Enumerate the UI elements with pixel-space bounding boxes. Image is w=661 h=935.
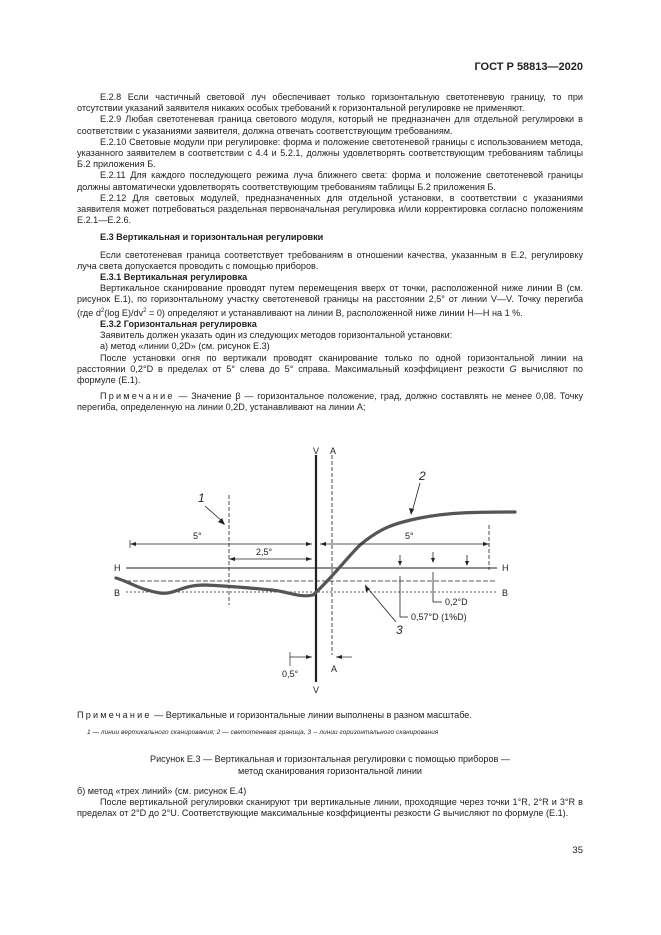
figure-e3-diagram — [0, 440, 661, 705]
label-mid-25: 2,5° — [256, 547, 273, 557]
figure-caption: Рисунок E.3 — Вертикальная и горизонтальная регулировки с помощью приборов — метод сканирования горизонтальной линии — [150, 754, 510, 776]
label-h-left: H — [114, 563, 121, 573]
label-h-right: H — [502, 563, 509, 573]
page-number: 35 — [572, 845, 583, 856]
paragraph-e-2-12: E.2.12 Для световых модулей, предназначенных для отдельной установки, в соответствии с указаниями заявителя может потребоваться раздельная первоначальная регулировка и/или корректировка согласно положениям E.2.1—E.2.6. — [77, 192, 583, 226]
method-b-title: б) метод «трех линий» (см. рисунок E.4) — [77, 786, 247, 796]
subsection-e3-1-text: Вертикальное сканирование проводят путем перемещения вверх от точки, расположенной ниже линии B (см. рисунок E.1), по горизонтальному участку светотеневой границы на расстоянии 2,5° от линии V—V. Точку перегиба (где $d^2(\log$ $E)/dv^2 = 0$) определяют и устанавливают на линии B, расположенной ниже линии H—H на 1 %. — [77, 283, 583, 318]
paragraph-e-2-11: E.2.11 Для каждого последующего режима луча ближнего света: форма и положение светотеневой границы должны автоматически удовлетворять соответствующим требованиям таблицы Б.2 приложения Б. — [77, 170, 583, 192]
label-0-57d: 0,57°D (1%D) — [411, 612, 467, 622]
paragraph-e-2-10: E.2.10 Световые модули при регулировке: форма и положение светотеневой границы с использованием метода, указанного заявителем в соответствии с 4.4 и 5.2.1, должны удовлетворять соответствующим требованиям таблицы Б.2 приложения Б. — [77, 136, 583, 170]
label-bottom-05: 0,5° — [282, 669, 299, 679]
label-num-3: 3 — [396, 623, 403, 637]
subsection-e3-2-text: Заявитель должен указать один из следующих методов горизонтальной установки: — [100, 330, 453, 341]
label-a-top: A — [330, 446, 337, 456]
label-2-leader — [412, 483, 420, 512]
label-1-leader — [205, 506, 223, 522]
label-3-leader — [365, 585, 396, 622]
label-num-1: 1 — [198, 491, 205, 505]
note-1: Примечание — Значение β — горизонтальное положение, град, должно составлять не менее 0,08. Точку перегиба, определенную на линии 0,2D, устанавливают на линии A; — [77, 391, 583, 413]
paragraph-e-2-9: E.2.9 Любая светотеневая граница светового модуля, который не предназначен для отдельной регулировки в соответствии с указаниями заявителя, должна отвечать соответствующим требованиям. — [77, 114, 583, 136]
document-header: ГОСТ Р 58813—2020 — [474, 61, 583, 73]
label-b-left: B — [114, 588, 121, 598]
label-right-5: 5° — [405, 531, 414, 541]
label-a-bottom: A — [331, 664, 338, 674]
subsection-e3-1-heading: E.3.1 Вертикальная регулировка — [100, 272, 248, 283]
paragraph-e-2-8: E.2.8 Если частичный световой луч обеспечивает только горизонтальную светотеневую границу, то при отсутствии указаний заявителя никаких особых требований к горизонтальной регулировке не применяют. — [77, 92, 583, 114]
method-a-title: a) метод «линии 0,2D» (см. рисунок E.3) — [100, 341, 270, 352]
section-e3-heading: E.3 Вертикальная и горизонтальная регулировки — [100, 232, 324, 243]
figure-legend: 1 — линии вертикального сканирования; 2 — светотеневая граница, 3 -- линии горизонтального сканирования — [87, 729, 439, 736]
label-v-top: V — [313, 446, 320, 456]
label-num-2: 2 — [419, 469, 426, 483]
method-a-text: После установки огня по вертикали проводят сканирование только по одной горизонтальной линии на расстоянии 0,2°D в пределах от 5° слева до 5° справа. Максимальный коэффициент резкости G вычисляют по формуле (E.1). — [77, 352, 583, 385]
subsection-e3-2-heading: E.3.2 Горизонтальная регулировка — [100, 318, 257, 329]
label-left-5: 5° — [193, 531, 202, 541]
label-b-right: B — [502, 588, 509, 598]
label-0-2d: 0,2°D — [445, 597, 468, 607]
method-b-text: После вертикальной регулировки сканируют три вертикальные линии, проходящие через точки 1°R, 2°R и 3°R в пределах от 2°D до 2°U. Соответствующие максимальные коэффициенты резкости G вычисляют по формуле (E.1). — [77, 797, 583, 819]
section-e3-intro: Если светотеневая граница соответствует требованиям в отношении качества, указанным в E.2, регулировку луча света допускается проводить с помощью приборов. — [77, 249, 583, 271]
top-text-block — [77, 92, 583, 414]
label-v-bottom: V — [313, 685, 320, 695]
note-2: Примечание — Вертикальные и горизонтальные линии выполнены в разном масштабе. — [77, 710, 472, 720]
bottom-text-block — [77, 786, 583, 820]
